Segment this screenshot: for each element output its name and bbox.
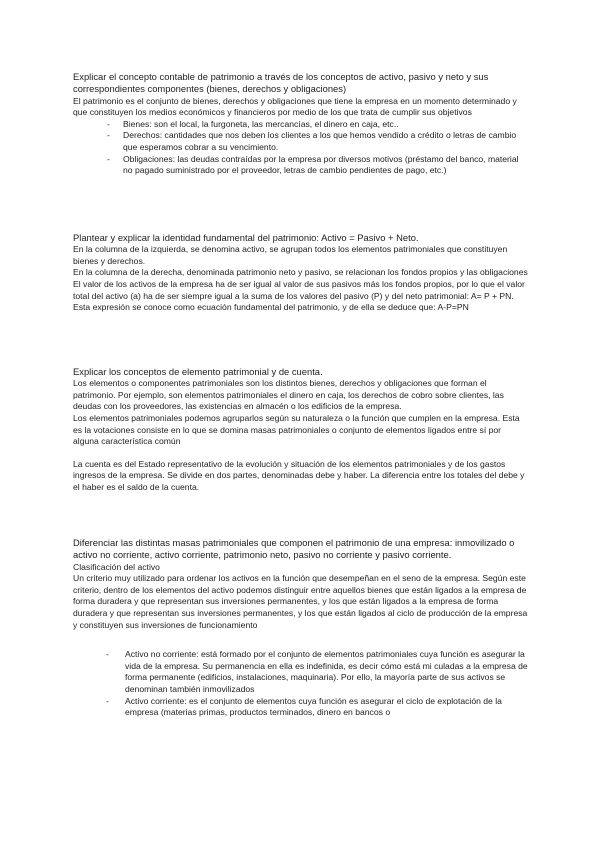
section-identidad-fundamental	[73, 232, 529, 314]
list-item-text: Activo corriente: es el conjunto de elementos cuya función es asegurar el ciclo de explotación de la empresa (materias primas, productos terminados, dinero en bancos o	[125, 695, 502, 718]
bullet-marker: -	[107, 118, 110, 129]
paragraph: Los elementos o componentes patrimoniales son los distintos bienes, derechos y obligaciones que forman el patrimonio. Por ejemplo, son elementos patrimoniales el dinero en caja, los derechos de cobro sobre clientes, las deudas con los proveedores, las existencias en almacén o los edificios de la empresa.	[73, 378, 504, 412]
section-heading: Explicar los conceptos de elemento patrimonial y de cuenta.	[73, 366, 323, 377]
paragraph: En la columna de la izquierda, se denomina activo, se agrupan todos los elementos patrimoniales que constituyen bienes y derechos.	[73, 244, 508, 266]
bullet-list	[73, 119, 529, 177]
list-item	[73, 154, 529, 177]
list-item-text: Bienes: son el local, la furgoneta, las mercancías, el dinero en caja, etc..	[123, 118, 399, 129]
paragraph: En la columna de la derecha, denominada patrimonio neto y pasivo, se relacionan los fondos propios y las obligaciones	[73, 267, 528, 278]
bullet-marker: -	[106, 695, 109, 706]
paragraph: Un criterio muy utilizado para ordenar los activos en la función que desempeñan en el seno de la empresa. Según este criterio, dentro de los elementos del activo podemos distinguir entre aquellos bienes que están ligados a la empresa de forma duradera y que representan sus inversiones permanentes, y los que están ligados a la empresa de forma duradera y que representan sus inversiones permanentes, y los que están ligados al ciclo de producción de la empresa y constituyen sus inversiones de funcionamiento	[73, 573, 528, 630]
section-masas-patrimoniales	[73, 537, 529, 719]
list-item-text: Derechos: cantidades que nos deben los clientes a los que hemos vendido a crédito o letras de cambio que esperamos cobrar a su vencimiento.	[123, 130, 517, 152]
list-item	[73, 696, 529, 719]
bullet-list	[73, 649, 529, 719]
section-heading: Diferenciar las distintas masas patrimoniales que componen el patrimonio de una empresa: inmovilizado o activo no corriente, activo corriente, patrimonio neto, pasivo no corriente y pasivo corriente.	[73, 537, 515, 561]
paragraph: La cuenta es del Estado representativo de la evolución y situación de los elementos patrimoniales y de los gastos ingresos de la empresa. Se divide en dos partes, denominadas debe y haber. La diferencia entre los totales del debe y el haber es el saldo de la cuenta.	[73, 458, 525, 493]
bullet-marker: -	[106, 649, 109, 660]
list-item-text: Obligaciones: las deudas contraídas por la empresa por diversos motivos (préstamo del banco, material no pagado suministrado por el proveedor, letras de cambio pendientes de pago, etc.)	[123, 153, 519, 176]
paragraph: El valor de los activos de la empresa ha de ser igual al valor de sus pasivos más los fondos propios, por lo que el valor total del activo (a) ha de ser siempre igual a la suma de los valores del pasivo (P) y del neto patrimonial: A= P + PN. Esta expresión se conoce como ecuación fundamental del patrimonio, y de ella se deduce que: A-P=PN	[73, 279, 525, 313]
section-patrimonio-concept	[73, 71, 529, 177]
list-item	[73, 119, 529, 131]
list-item	[73, 130, 529, 153]
section-heading: Explicar el concepto contable de patrimonio a través de los conceptos de activo, pasivo y neto y sus correspondientes componentes (bienes, derechos y obligaciones)	[73, 71, 489, 95]
bullet-marker: -	[107, 153, 110, 164]
paragraph: El patrimonio es el conjunto de bienes, derechos y obligaciones que tiene la empresa en un momento determinado y que constituyen los medios económicos y financieros por medio de los que trata de cumplir sus objetivos	[73, 95, 517, 118]
list-item-text: Activo no corriente: está formado por el conjunto de elementos patrimoniales cuya función es asegurar la vida de la empresa. Su permanencia en ella es indefinida, es decir cómo está mi culadas a la empresa de forma permanente (edificios, instalaciones, maquinaria). Por ello, la mayoría parte de sus activos se denominan también inmovilizados	[125, 649, 528, 694]
section-elemento-cuenta	[73, 366, 529, 494]
section-heading: Plantear y explicar la identidad fundamental del patrimonio: Activo = Pasivo + Neto.	[73, 232, 419, 243]
subheading: Clasificación del activo	[73, 561, 160, 572]
paragraph: Los elementos patrimoniales podemos agruparlos según su naturaleza o la función que cumplen en la empresa. Esta es la votaciones consiste en lo que se domina masas patrimoniales o conjunto de elementos ligados entre sí por alguna característica común	[73, 413, 520, 447]
list-item	[73, 649, 529, 695]
bullet-marker: -	[107, 130, 110, 141]
